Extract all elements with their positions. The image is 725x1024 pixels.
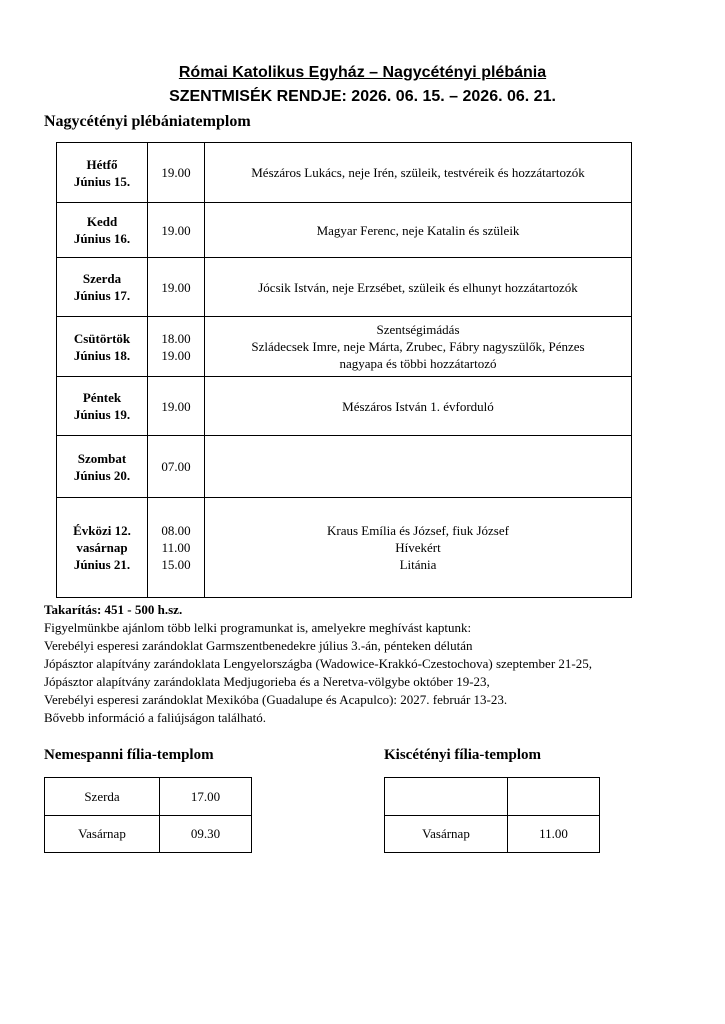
main-church-heading: Nagycétényi plébániatemplom bbox=[44, 113, 251, 130]
table-row bbox=[45, 778, 252, 816]
day-cell: Szerda bbox=[45, 778, 160, 816]
time-cell: 08.00 11.00 15.00 bbox=[148, 498, 205, 598]
day-cell: Szombat Június 20. bbox=[57, 436, 148, 498]
mass-schedule-table bbox=[56, 142, 632, 598]
table-row bbox=[57, 143, 632, 203]
table-row bbox=[57, 317, 632, 377]
time-cell: 09.30 bbox=[160, 816, 252, 853]
time-cell: 11.00 bbox=[508, 816, 600, 853]
table-row bbox=[385, 816, 600, 853]
time-cell: 07.00 bbox=[148, 436, 205, 498]
day-cell: Hétfő Június 15. bbox=[57, 143, 148, 203]
day-cell bbox=[385, 778, 508, 816]
table-row bbox=[57, 498, 632, 598]
time-cell: 19.00 bbox=[148, 203, 205, 258]
intention-cell: Magyar Ferenc, neje Katalin és szüleik bbox=[205, 203, 632, 258]
cleaning-note: Takarítás: 451 - 500 h.sz. bbox=[44, 602, 183, 617]
table-row bbox=[57, 377, 632, 436]
document-title: Római Katolikus Egyház – Nagycétényi plébánia bbox=[178, 64, 547, 81]
notes-section bbox=[44, 601, 592, 727]
time-cell: 17.00 bbox=[160, 778, 252, 816]
table-row bbox=[57, 436, 632, 498]
kiscetenyi-table bbox=[384, 777, 600, 853]
table-row bbox=[57, 203, 632, 258]
time-cell: 18.00 19.00 bbox=[148, 317, 205, 377]
intention-cell: Mészáros István 1. évforduló bbox=[205, 377, 632, 436]
note-line: Verebélyi esperesi zarándoklat Mexikóba (Guadalupe és Acapulco): 2027. február 13-23. bbox=[44, 692, 508, 707]
day-cell: Évközi 12. vasárnap Június 21. bbox=[57, 498, 148, 598]
day-cell: Péntek Június 19. bbox=[57, 377, 148, 436]
table-row bbox=[385, 778, 600, 816]
intention-cell: Jócsik István, neje Erzsébet, szüleik és elhunyt hozzátartozók bbox=[205, 258, 632, 317]
day-cell: Vasárnap bbox=[385, 816, 508, 853]
intention-cell: Szentségimádás Szládecsek Imre, neje Márta, Zrubec, Fábry nagyszülők, Pénzes nagyapa és többi hozzátartozó bbox=[205, 317, 632, 377]
day-cell: Szerda Június 17. bbox=[57, 258, 148, 317]
table-row bbox=[45, 816, 252, 853]
day-cell: Csütörtök Június 18. bbox=[57, 317, 148, 377]
time-cell: 19.00 bbox=[148, 143, 205, 203]
table-row bbox=[57, 258, 632, 317]
time-cell: 19.00 bbox=[148, 258, 205, 317]
time-cell bbox=[508, 778, 600, 816]
note-line: Figyelmünkbe ajánlom több lelki programunkat is, amelyekre meghívást kaptunk: bbox=[44, 620, 472, 635]
nemespanni-heading: Nemespanni fília-templom bbox=[44, 747, 214, 763]
schedule-period-title: SZENTMISÉK RENDJE: 2026. 06. 15. – 2026. 06. 21. bbox=[169, 88, 556, 105]
kiscetenyi-heading: Kiscétényi fília-templom bbox=[384, 747, 542, 763]
day-cell: Vasárnap bbox=[45, 816, 160, 853]
intention-cell: Kraus Emília és József, fiuk József Hívekért Litánia bbox=[205, 498, 632, 598]
note-line: Bővebb információ a faliújságon található. bbox=[44, 710, 267, 725]
day-cell: Kedd Június 16. bbox=[57, 203, 148, 258]
time-cell: 19.00 bbox=[148, 377, 205, 436]
note-line: Jópásztor alapítvány zarándoklata Medjugorieba és a Neretva-völgybe október 19-23, bbox=[44, 674, 490, 689]
nemespanni-table bbox=[44, 777, 252, 853]
note-line: Verebélyi esperesi zarándoklat Garmszentbenedekre július 3.-án, pénteken délután bbox=[44, 638, 473, 653]
intention-cell bbox=[205, 436, 632, 498]
note-line: Jópásztor alapítvány zarándoklata Lengyelországba (Wadowice-Krakkó-Czestochova) szeptember 21-25, bbox=[44, 656, 592, 671]
intention-cell: Mészáros Lukács, neje Irén, szüleik, testvéreik és hozzátartozók bbox=[205, 143, 632, 203]
